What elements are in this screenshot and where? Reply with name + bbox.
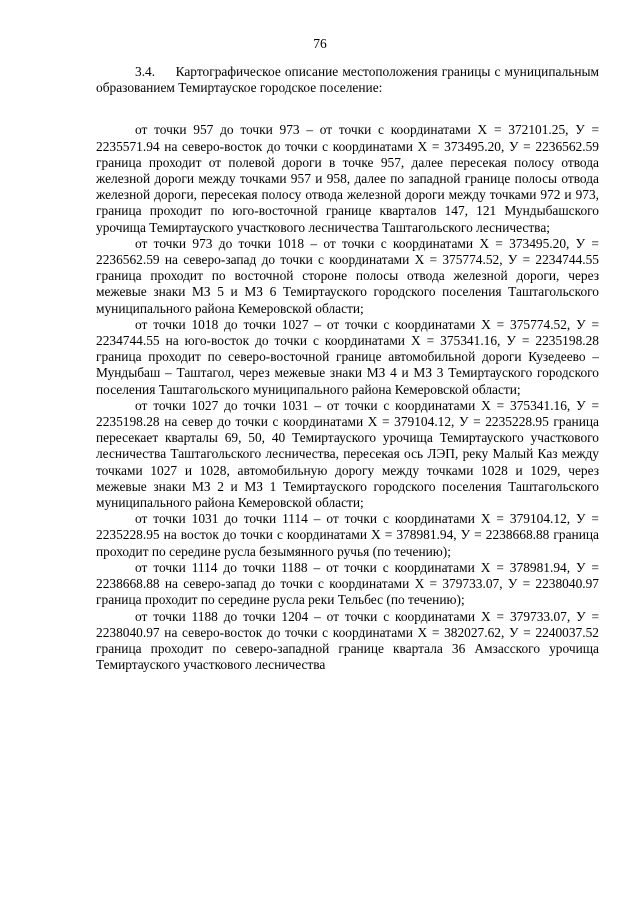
paragraph-boundary-1018-1027: от точки 1018 до точки 1027 – от точки с координатами Х = 375774.52, У = 2234744.55 на юго-восток до точки с координатами Х = 375341.16, У = 2235198.28 граница проходит по северо-восточной границе автомобильной дороги Кузедеево – Мундыбаш – Таштагол, через межевые знаки МЗ 4 и МЗ 3 Темиртауского городского поселения Таштагольского муниципального района Кемеровской области; — [96, 316, 599, 397]
section-heading: 3.4. Картографическое описание местоположения границы с муниципальным образованием Темиртауское городское поселение: — [96, 64, 599, 96]
page-number: 76 — [313, 36, 327, 51]
paragraph-boundary-957-973: от точки 957 до точки 973 – от точки с координатами Х = 372101.25, У = 2235571.94 на северо-восток до точки с координатами Х = 373495.20, У = 2236562.59 граница проходит от полевой дороги в точке 957, далее пересекая полосу отвода железной дороги между точками 957 и 958, далее по западной границе полосы отвода железной дороги, пересекая полосу отвода железной дороги между точками 972 и 973, граница проходит по юго-восточной границе кварталов 147, 121 Мундыбашского урочища Темиртауского участкового лесничества Таштагольского лесничества; — [96, 122, 599, 235]
paragraph-boundary-1188-1204: от точки 1188 до точки 1204 – от точки с координатами Х = 379733.07, У = 2238040.97 на северо-восток до точки с координатами Х = 382027.62, У = 2240037.52 граница проходит по северо-западной границе квартала 36 Амзасского урочища Темиртауского участкового лесничества — [96, 608, 599, 673]
paragraph-boundary-1027-1031: от точки 1027 до точки 1031 – от точки с координатами Х = 375341.16, У = 2235198.28 на север до точки с координатами Х = 379104.12, У = 2235228.95 граница пересекает кварталы 69, 50, 40 Темиртауского урочища Темиртауского участкового лесничества Таштагольского лесничества, пересекая ось ЛЭП, реку Малый Каз между точками 1027 и 1028, автомобильную дорогу между точками 1028 и 1029, через межевые знаки МЗ 2 и МЗ 1 Темиртауского городского поселения Таштагольского муниципального района Кемеровской области; — [96, 397, 599, 511]
document-body — [96, 64, 599, 673]
paragraph-boundary-973-1018: от точки 973 до точки 1018 – от точки с координатами Х = 373495.20, У = 2236562.59 на северо-запад до точки с координатами Х = 375774.52, У = 2234744.55 граница проходит по восточной стороне полосы отвода железной дороги, через межевые знаки МЗ 5 и МЗ 6 Темиртауского городского поселения Таштагольского муниципального района Кемеровской области; — [96, 235, 599, 316]
paragraph-boundary-1114-1188: от точки 1114 до точки 1188 – от точки с координатами Х = 378981.94, У = 2238668.88 на северо-запад до точки с координатами Х = 379733.07, У = 2238040.97 граница проходит по середине русла реки Тельбес (по течению); — [96, 559, 599, 608]
paragraph-boundary-1031-1114: от точки 1031 до точки 1114 – от точки с координатами Х = 379104.12, У = 2235228.95 на восток до точки с координатами Х = 378981.94, У = 2238668.88 граница проходит по середине русла безымянного ручья (по течению); — [96, 511, 599, 559]
